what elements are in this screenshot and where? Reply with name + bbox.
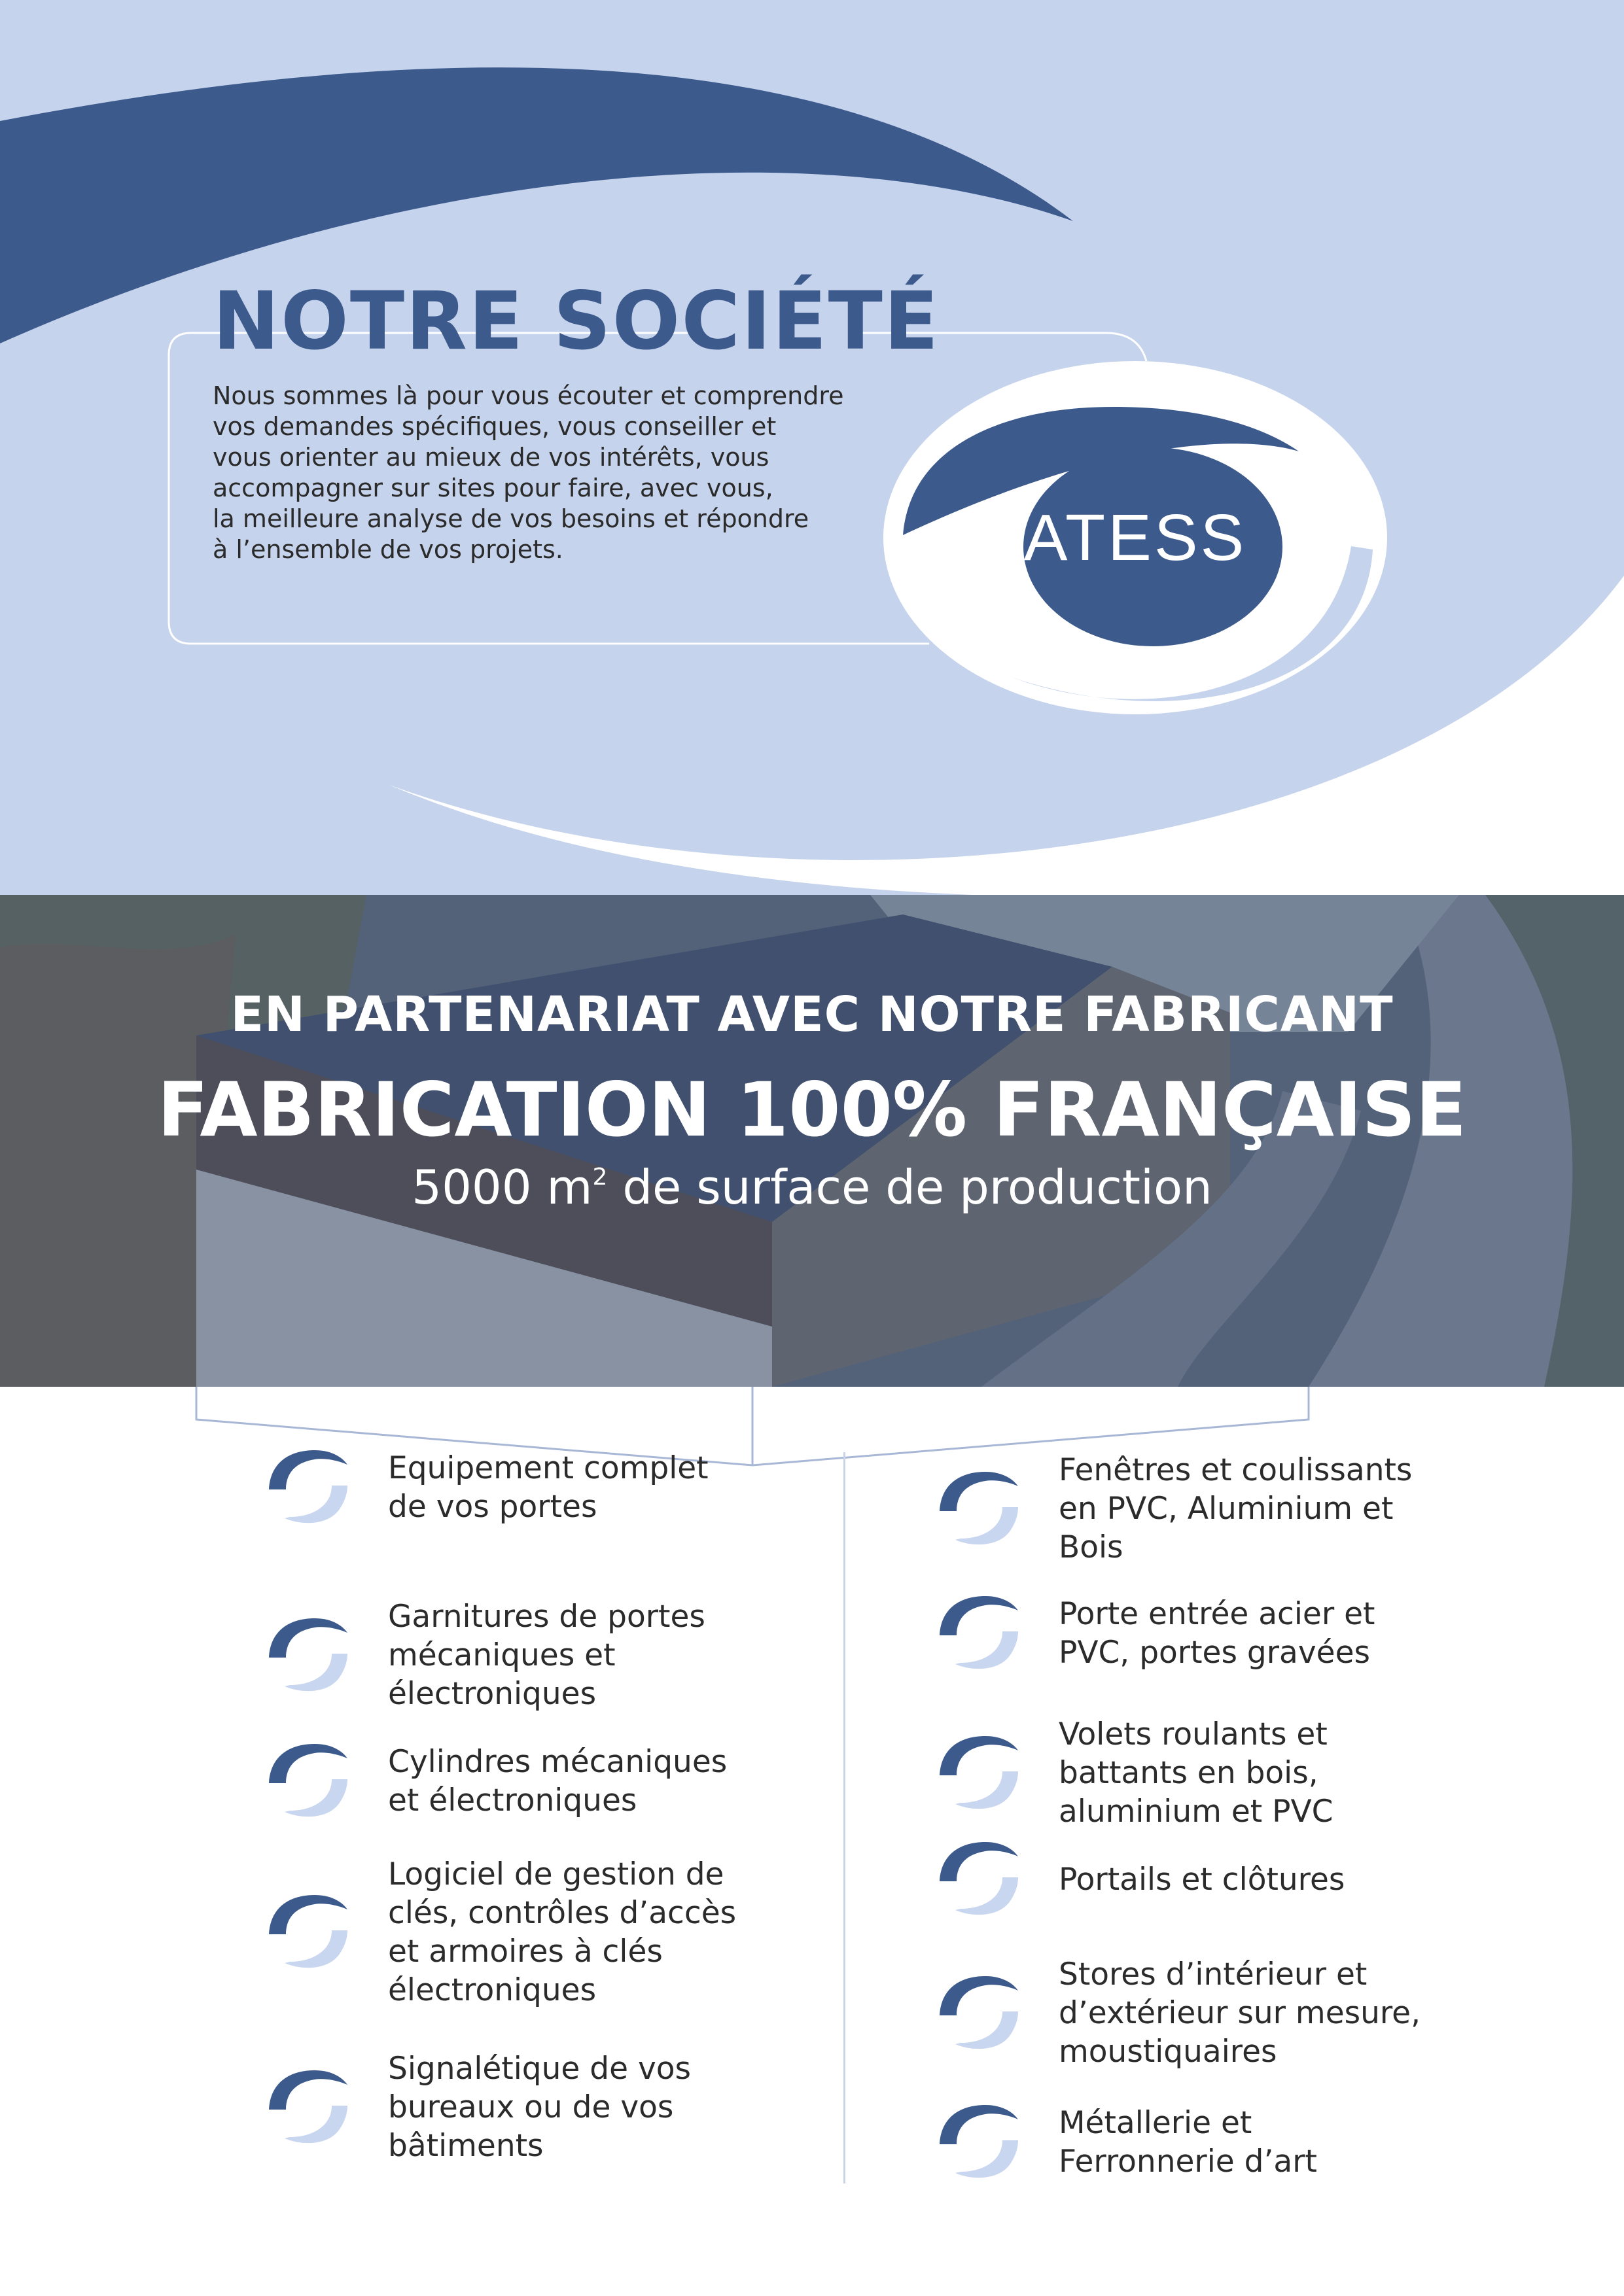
feature-item [264, 1855, 736, 2009]
swoosh-icon [264, 1739, 349, 1824]
page-title: NOTRE SOCIÉTÉ [213, 275, 940, 368]
feature-item [934, 1591, 1375, 1676]
swoosh-icon [264, 1613, 349, 1698]
production-surface [0, 1160, 1624, 1215]
feature-label: Métallerie et Ferronnerie d’art [1059, 2105, 1317, 2180]
feature-item [934, 2100, 1317, 2185]
column-divider [843, 1452, 845, 2183]
feature-label: Porte entrée acier et PVC, portes gravées [1059, 1596, 1375, 1671]
feature-label: Volets roulants et battants en bois, aluminium et PVC [1059, 1716, 1333, 1830]
feature-item [264, 1445, 709, 1530]
swoosh-icon [264, 1890, 349, 1975]
logo-wordmark: ATESS [1023, 501, 1247, 574]
swoosh-icon [264, 2065, 349, 2150]
feature-item [264, 2049, 691, 2165]
surface-superscript: 2 [592, 1164, 608, 1191]
swoosh-icon [934, 1591, 1019, 1676]
made-in-france-heading: FABRICATION 100% FRANÇAISE [157, 1066, 1467, 1153]
feature-item [934, 1451, 1412, 1567]
swoosh-icon [264, 1445, 349, 1530]
feature-label: Signalétique de vos bureaux ou de vos bâtiments [388, 2051, 692, 2164]
feature-item [934, 1955, 1421, 2071]
feature-label: Portails et clôtures [1059, 1861, 1345, 1898]
surface-value: 5000 m [412, 1160, 593, 1215]
feature-label: Fenêtres et coulissants en PVC, Aluminium et Bois [1059, 1452, 1413, 1565]
feature-label: Equipement complet de vos portes [388, 1450, 709, 1525]
feature-item [934, 1715, 1333, 1831]
feature-label: Cylindres mécaniques et électroniques [388, 1744, 728, 1818]
feature-label: Stores d’intérieur et d’extérieur sur mesure, moustiquaires [1059, 1957, 1421, 2070]
feature-item [264, 1739, 727, 1824]
factory-photo-banner [0, 895, 1624, 1387]
swoosh-icon [934, 1731, 1019, 1816]
feature-label: Logiciel de gestion de clés, contrôles d’accès et armoires à clés électroniques [388, 1856, 737, 2008]
intro-paragraph: Nous sommes là pour vous écouter et comprendre vos demandes spécifiques, vous conseiller et vous orienter au mieux de vos intérêts, vous accompagner sur sites pour faire, avec vous, la meilleure analyse de vos besoins et répondre à l’ensemble de vos projets. [213, 381, 844, 564]
feature-item [264, 1597, 705, 1713]
swoosh-icon [934, 1971, 1019, 2056]
feature-label: Garnitures de portes mécaniques et électroniques [388, 1599, 705, 1712]
feature-item [934, 1837, 1345, 1922]
partner-heading: EN PARTENARIAT AVEC NOTRE FABRICANT [230, 986, 1394, 1043]
swoosh-icon [934, 2100, 1019, 2185]
swoosh-icon [934, 1467, 1019, 1552]
swoosh-icon [934, 1837, 1019, 1922]
surface-text: de surface de production [607, 1160, 1212, 1215]
